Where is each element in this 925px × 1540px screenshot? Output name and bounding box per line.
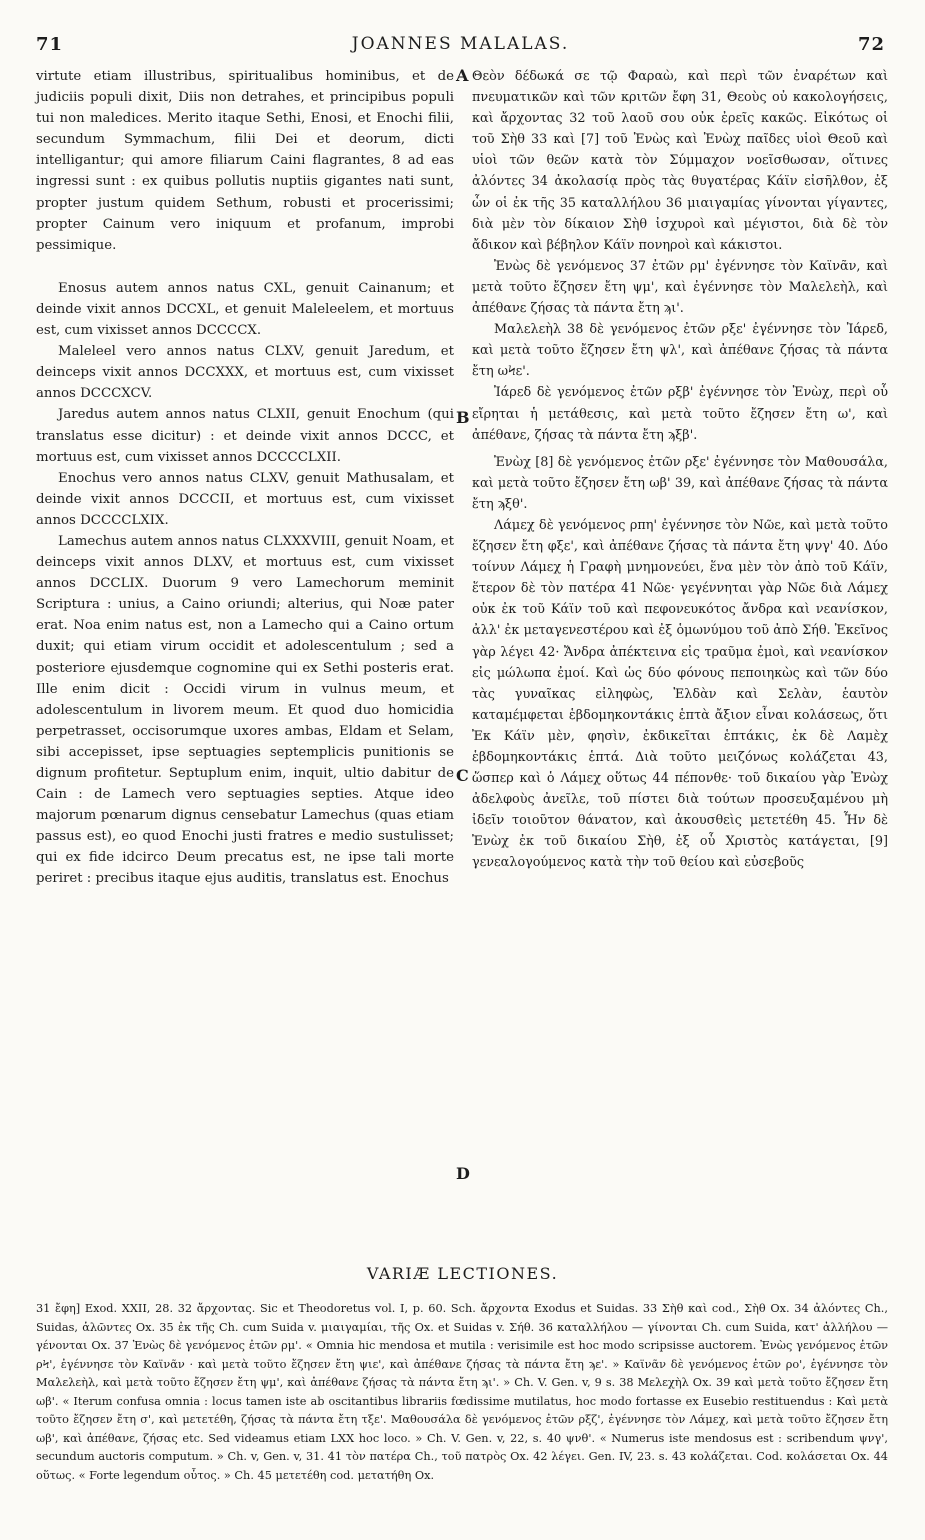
latin-paragraph: virtute etiam illustribus, spiritualibus hominibus, et de judiciis populi dixit, Diis non detrahes, et principibus populi tui non maledices. Merito itaque Sethi, Enosi, et Enochi filii, secundum Symmachum, filii Dei et deorum, dicti intelligantur; qui amore filiarum Caini flagrantes, 8 ad eas ingressi sunt : ex quibus pollutis nuptiis gigantes nati sunt, propter justum quidem Sethum, robusti et procerissimi; propter Cainum vero iniquum et profanum, improbi pessimique. bbox=[36, 69, 454, 253]
greek-paragraph: Ἐνὼχ [8] δὲ γενόμενος ἐτῶν ρξε' ἐγέννησε τὸν Μαθουσάλα, καὶ μετὰ τοῦτο ἔζησεν ἔτη ωβ' 39, καὶ ἀπέθανε ζήσας τὰ πάντα ἔτη ϡξθ'. bbox=[472, 454, 888, 512]
greek-column bbox=[472, 66, 888, 874]
margin-letter-c: C bbox=[456, 766, 469, 785]
page-header bbox=[36, 34, 885, 58]
greek-paragraph: Ἰάρεδ δὲ γενόμενος ἐτῶν ρξβ' ἐγέννησε τὸν Ἐνὼχ, περὶ οὗ εἴρηται ἡ μετάθεσις, καὶ μετὰ τοῦτο ἔζησεν ἔτη ω', καὶ ἀπέθανε, ζήσας τὰ πάντα ἔτη ϡξβ'. bbox=[472, 385, 888, 443]
greek-paragraph: Ἐνὼς δὲ γενόμενος 37 ἐτῶν ρμ' ἐγέννησε τὸν Καϊνᾶν, καὶ μετὰ τοῦτο ἔζησεν ἔτη ψμ', καὶ ἐγέννησε τὸν Μαλελεὴλ, καὶ ἀπέθανε ζήσας τὰ πάντα ἔτη ϡι'. bbox=[472, 258, 888, 317]
margin-letter-a: A bbox=[456, 66, 469, 85]
page-number-right: 72 bbox=[857, 34, 885, 55]
variae-lectiones-heading: VARIÆ LECTIONES. bbox=[366, 1264, 559, 1283]
margin-letter-b: B bbox=[456, 408, 470, 427]
latin-paragraph: Lamechus autem annos natus CLXXXVIII, genuit Noam, et deinceps vixit annos DLXV, et mortuus est, cum vixisset annos DCCLIX. Duorum 9 vero Lamechorum meminit Scriptura : unius, a Caino oriundi; alterius, qui Noæ pater erat. Noa enim natus est, non a Lamecho qui a Caino ortum duxit; qui etiam virum occidit et adolescentulum ; sed a posteriore ejusdemque cognomine qui ex Sethi posteris erat. Ille enim dicit : Occidi virum in vulnus meum, et adolescentulum in livorem meum. Et quod duo homicidia perpetrasset, occisorumque uxores ambas, Eldam et Selam, sibi accepisset, ipse septuagies septemplicis punitionis se dignum profitetur. Septuplum enim, inquit, ultio dabitur de Cain : de Lamech vero septuagies septies. Atque ideo majorum pœnarum dignus censebatur Lamechus (quas etiam passus est), eo quod Enochi justi fratres e medio sustulisset; qui ex fide idcirco Deum precatus est, ne ipse tali morte periret : precibus itaque ejus auditis, translatus est. Enochus bbox=[36, 533, 454, 887]
paragraph-gap bbox=[36, 256, 454, 278]
page-number-left: 71 bbox=[36, 34, 64, 55]
greek-paragraph: Θεὸν δέδωκά σε τῷ Φαραὼ, καὶ περὶ τῶν ἐναρέτων καὶ πνευματικῶν καὶ τῶν κριτῶν ἔφη 31, Θεοὺς οὐ κακολογήσεις, καὶ ἄρχοντας 32 τοῦ λαοῦ σου οὐκ ἐρεῖς κακῶς. Εἰκότως οἱ τοῦ Σὴθ 33 καὶ [7] τοῦ Ἐνὼς καὶ Ἐνὼχ παῖδες υἱοὶ Θεοῦ καὶ υἱοὶ τῶν θεῶν κατὰ τὸν Σύμμαχον νοεῖσθωσαν, οἵτινες ἀλόντες 34 ἀκολασίᾳ πρὸς τὰς θυγατέρας Κάϊν εἰσῆλθον, ἐξ ὧν οἱ ἐκ τῆς 35 καταλλήλου 36 μιαιγαμίας γίνονται γίγαντες, διὰ μὲν τὸν δίκαιον Σὴθ ἰσχυροὶ καὶ μέγιστοι, διὰ δὲ τὸν ἄδικον καὶ βέβηλον Κάϊν πονηροὶ καὶ κάκιστοι. bbox=[472, 69, 888, 253]
variae-lectiones-notes bbox=[36, 1300, 888, 1485]
latin-paragraph: Enochus vero annos natus CLXV, genuit Mathusalam, et deinde vixit annos DCCCII, et mortuus est, cum vixisset annos DCCCCLXIX. bbox=[36, 470, 454, 528]
latin-paragraph: Enosus autem annos natus CXL, genuit Cainanum; et deinde vixit annos DCCXL, et genuit Maleleelem, et mortuus est, cum vixisset annos DCCCCX. bbox=[36, 280, 454, 339]
latin-paragraph: Maleleel vero annos natus CLXV, genuit Jaredum, et deinceps vixit annos DCCXXX, et mortuus est, cum vixisset annos DCCCXCV. bbox=[36, 344, 454, 402]
greek-paragraph: Μαλελεὴλ 38 δὲ γενόμενος ἐτῶν ρξε' ἐγέννησε τὸν Ἰάρεδ, καὶ μετὰ τοῦτο ἔζησεν ἔτη ψλ', καὶ ἀπέθανε ζήσας τὰ πάντα ἔτη ωϞε'. bbox=[472, 322, 888, 380]
margin-letter-d: D bbox=[456, 1164, 470, 1183]
greek-paragraph: Λάμεχ δὲ γενόμενος ρπη' ἐγέννησε τὸν Νῶε, καὶ μετὰ τοῦτο ἔζησεν ἔτη φξε', καὶ ἀπέθανε ζήσας τὰ πάντα ἔτη ψνγ' 40. Δύο τοίνυν Λάμεχ ἡ Γραφὴ μνημονεύει, ἕνα μὲν τὸν ἀπὸ τοῦ Κάϊν, ἕτερον δὲ τὸν πατέρα 41 Νῶε· γεγέννηται γὰρ Νῶε διὰ Λάμεχ οὐκ ἐκ τοῦ Κάϊν τοῦ καὶ πεφονευκότος ἄνδρα καὶ νεανίσκον, ἀλλ' ἐκ μεταγενεστέρου καὶ ἐξ ὁμωνύμου τοῦ ἀπὸ Σήθ. Ἐκεῖνος γὰρ λέγει 42· Ἄνδρα ἀπέκτεινα εἰς τραῦμα ἐμοὶ, καὶ νεανίσκον εἰς μώλωπα ἐμοί. Καὶ ὡς δύο φόνους πεποιηκὼς καὶ τῶν δύο τὰς γυναῖκας εἰληφὼς, Ἐλδὰν καὶ Σελὰν, ἑαυτὸν καταμέμφεται ἑβδομηκοντάκις ἑπτὰ ἄξιον εἶναι κολάσεως, ὅτι Ἐκ Κάϊν μὲν, φησὶν, ἐκδικεῖται ἑπτάκις, ἐκ δὲ Λαμὲχ ἑβδομηκοντάκις ἑπτά. Διὰ τοῦτο μειζόνως κολάζεται 43, ὥσπερ καὶ ὁ Λάμεχ οὕτως 44 πέπονθε· τοῦ δικαίου γὰρ Ἐνὼχ ἀδελφοὺς ἀνεῖλε, τοῦ πίστει διὰ τούτων προσευξαμένου μὴ ἰδεῖν τοιοῦτον θάνατον, καὶ ἀκουσθεὶς μετετέθη 45. Ἦν δὲ Ἐνὼχ ἐκ τοῦ δικαίου Σὴθ, ἐξ οὗ Χριστὸς κατάγεται, [9] γενεαλογούμενος κατὰ τὴν τοῦ θείου καὶ εὐσεβοῦς bbox=[472, 517, 888, 871]
latin-column bbox=[36, 66, 454, 890]
latin-paragraph: Jaredus autem annos natus CLXII, genuit Enochum (qui translatus esse dicitur) : et deinde vixit annos DCCC, et mortuus est, cum vixisset annos DCCCCLXII. bbox=[36, 407, 454, 465]
footnote-text: 31 ἔφη] Exod. XXII, 28. 32 ἄρχοντας. Sic et Theodoretus vol. I, p. 60. Sch. ἄρχοντα Exodus et Suidas. 33 Σὴθ καὶ cod., Σὴθ Ox. 34 ἀλόντες Ch., Suidas, ἁλῶντες Ox. 35 ἐκ τῆς Ch. cum Suida v. μιαιγαμίαι, τῆς Ox. et Suidas v. Σήθ. 36 καταλλήλου — γίνονται Ch. cum Suida, κατ' ἀλλήλου — γένονται Ox. 37 Ἐνὼς δὲ γενόμενος ἐτῶν ρμ'. « Omnia hic mendosa et mutila : verisimile est hoc modo scripsisse auctorem. Ἐνὼς γενόμενος ἐτῶν ρϞ', ἐγέννησε τὸν Καϊνᾶν · καὶ μετὰ τοῦτο ἔζησεν ἔτη ψιε', καὶ ἀπέθανε ζήσας τὰ πάντα ἔτη ϡε'. » Καϊνᾶν δὲ γενόμενος ἐτῶν ρο', ἐγέννησε τὸν Μαλελεὴλ, καὶ μετὰ τοῦτο ἔζησεν ἔτη ψμ', καὶ ἀπέθανε ζήσας τὰ πάντα ἔτη ϡι'. » Ch. V. Gen. v, 9 s. 38 Μελεχὴλ Ox. 39 καὶ μετὰ τοῦτο ἔζησεν ἔτη ωβ'. « Iterum confusa omnia : locus tamen iste ab oscitantibus librariis fœdissime mutilatus, hoc modo fortasse ex Eusebio restituendus : Καὶ μετὰ τοῦτο ἔζησεν ἔτη σ', καὶ μετετέθη, ζήσας τὰ πάντα ἔτη τξε'. Μαθουσάλα δὲ γενόμενος ἐτῶν ρξζ', ἐγέννησε τὸν Λάμεχ, καὶ μετὰ τοῦτο ἔζησεν ἔτη ωβ', καὶ ἀπέθανε, ζήσας etc. Sed videamus etiam LXX hoc loco. » Ch. V. Gen. v, 22, s. 40 ψνθ'. « Numerus iste mendosus est : scribendum ψνγ', secundum auctoris computum. » Ch. v, Gen. v, 31. 41 τὸν πατέρα Ch., τοῦ πατρὸς Ox. 42 λέγει. Gen. IV, 23. s. 43 κολάζεται. Cod. κολάσεται Ox. 44 οὕτως. « Forte legendum οὗτος. » Ch. 45 μετετέθη cod. μετατήθη Ox. bbox=[36, 1302, 888, 1482]
running-title: JOANNES MALALAS. bbox=[351, 34, 570, 54]
